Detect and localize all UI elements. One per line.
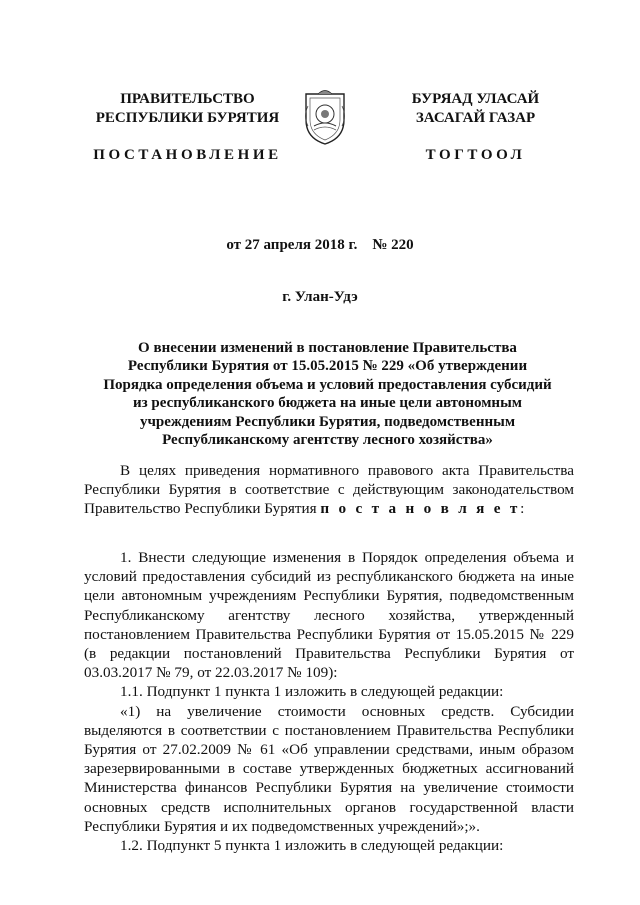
header-left-title: ПОСТАНОВЛЕНИЕ bbox=[93, 147, 282, 163]
header-right-line2: ЗАСАГАЙ ГАЗАР bbox=[415, 110, 536, 126]
header-right-line1: БУРЯАД УЛАСАЙ bbox=[411, 91, 540, 107]
header-left-line1: ПРАВИТЕЛЬСТВО bbox=[120, 91, 255, 107]
heading-line: О внесении изменений в постановление Правительства bbox=[138, 340, 517, 356]
decree-body bbox=[84, 548, 574, 855]
body-paragraph: 1.1. Подпункт 1 пункта 1 изложить в следующей редакции: bbox=[120, 683, 504, 701]
coat-of-arms-emblem-icon bbox=[300, 86, 350, 146]
preamble-main: В целях приведения нормативного правового акта Правительства Республики Бурятия в соответствие с действующим законодательством Правительство Республики Бурятия bbox=[84, 462, 574, 518]
heading-line: Республики Бурятия от 15.05.2015 № 229 «Об утверждении bbox=[127, 358, 528, 375]
preamble-text bbox=[84, 461, 574, 519]
header-left-block bbox=[90, 90, 285, 165]
preamble-paragraph bbox=[84, 461, 574, 519]
heading-line: учреждениям Республики Бурятия, подведомственным bbox=[139, 413, 516, 430]
decree-heading bbox=[95, 339, 560, 449]
heading-line: Порядка определения объема и условий предоставления субсидий bbox=[103, 376, 552, 393]
decree-date-number: от 27 апреля 2018 г. № 220 bbox=[226, 237, 414, 253]
body-paragraph: 1.2. Подпункт 5 пункта 1 изложить в следующей редакции: bbox=[120, 837, 504, 855]
preamble-colon: : bbox=[520, 500, 525, 518]
header-right-title: ТОГТООЛ bbox=[425, 147, 526, 163]
body-paragraph: «1) на увеличение стоимости основных средств. Субсидии выделяются в соответствии с постановлением Правительства Республики Бурятия от 27.02.2009 № 61 «Об управлении средствами, иным образом зарезервированными в составе утвержденных бюджетных ассигнований Министерства финансов Республики Бурятия на увеличение стоимости основных средств исполнительных органов государственной власти Республики Бурятия и их подведомственных учреждений»;». bbox=[84, 702, 574, 835]
header-left-line2: РЕСПУБЛИКИ БУРЯТИЯ bbox=[95, 110, 280, 126]
heading-line: Республиканскому агентству лесного хозяйства» bbox=[162, 432, 493, 449]
heading-line: из республиканского бюджета на иные цели автономным bbox=[132, 395, 523, 412]
body-paragraph: 1. Внести следующие изменения в Порядок определения объема и условий предоставления субсидий из республиканского бюджета на иные цели автономным учреждениям Республики Бурятия, подведомственным Республиканскому агентству лесного хозяйства, утвержденный постановлением Правительства Республики Бурятия от 15.05.2015 № 229 (в редакции постановлений Правительства Республики Бурятия от 03.03.2017 № 79, от 22.03.2017 № 109): bbox=[84, 549, 574, 682]
header-right-block bbox=[378, 90, 573, 165]
decree-word: п о с т а н о в л я е т bbox=[320, 500, 521, 518]
decree-city: г. Улан-Удэ bbox=[282, 289, 358, 305]
